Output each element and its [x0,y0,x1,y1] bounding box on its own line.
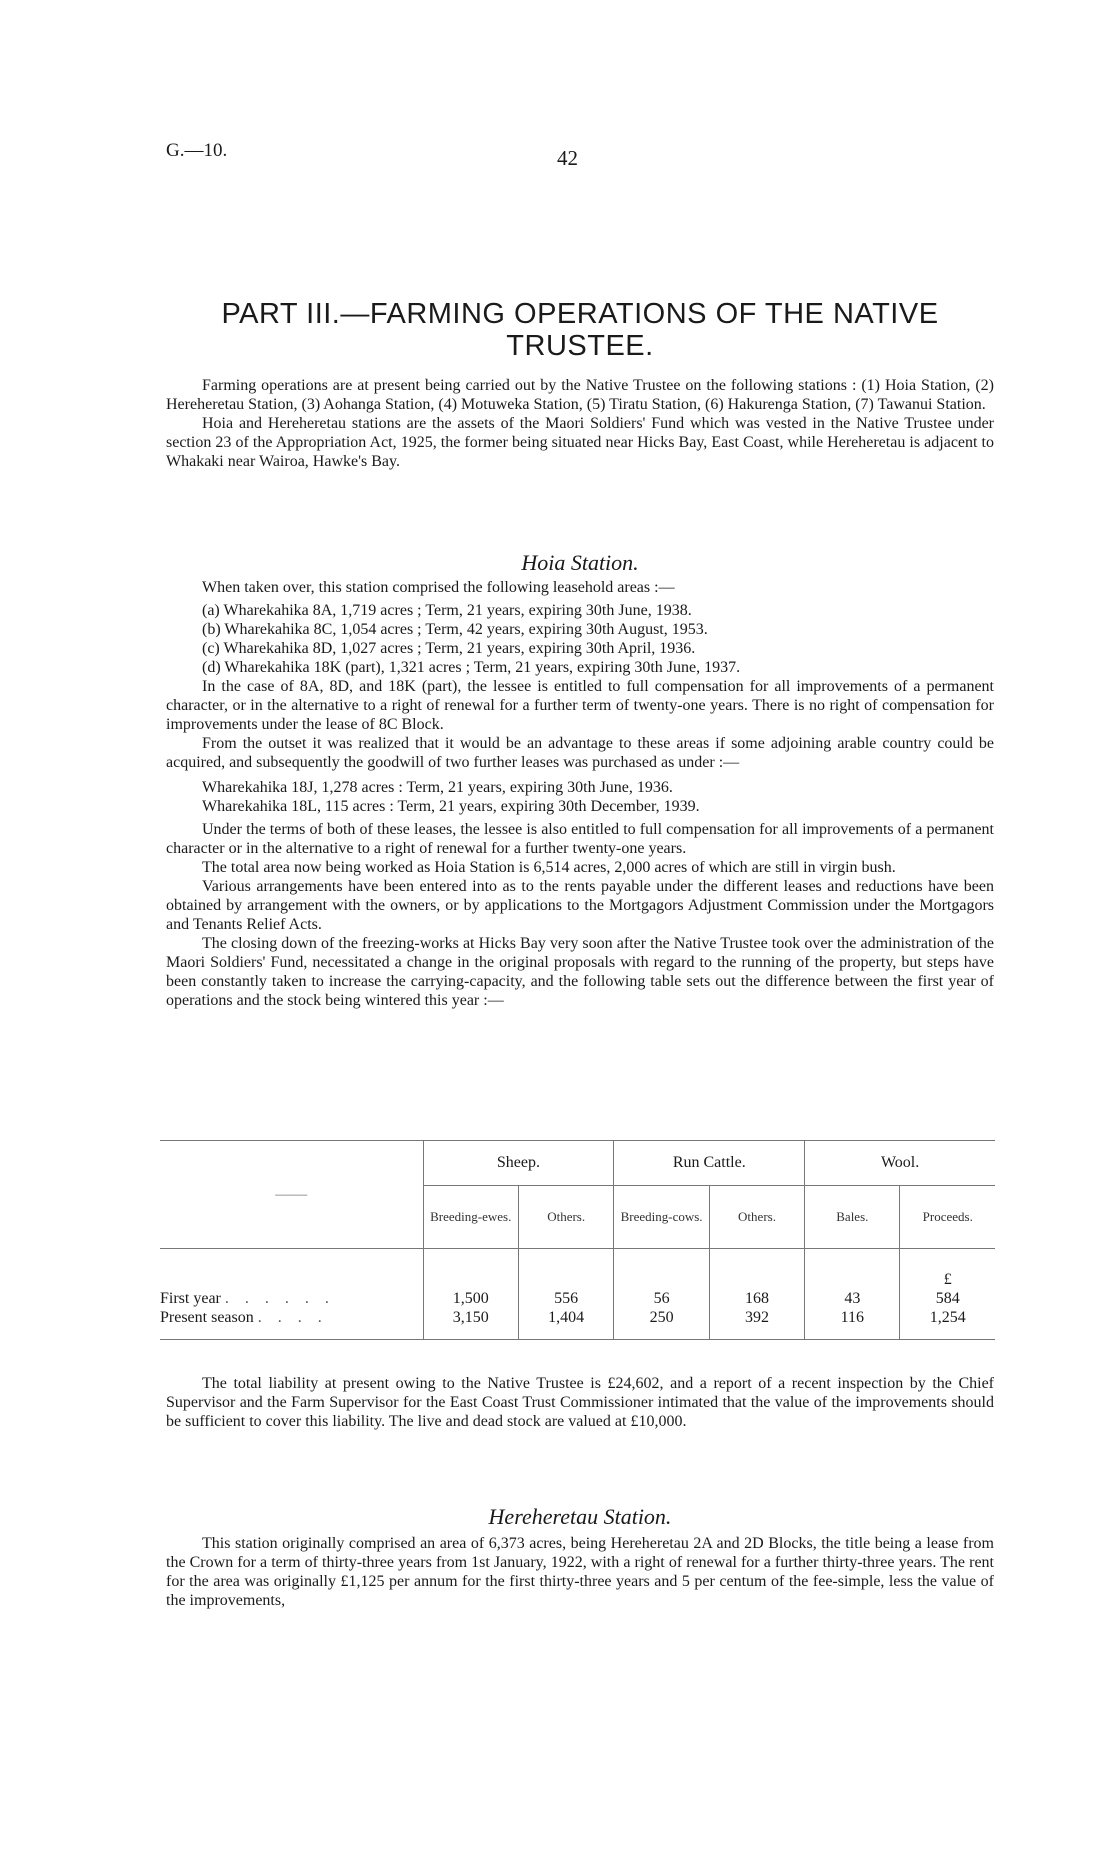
subheader-breeding-cows: Breeding-cows. [614,1186,710,1249]
liability-paragraph: The total liability at present owing to the Native Trustee is £24,602, and a report of a recent inspection by the Chief Supervisor and the Farm Supervisor for the East Coast Trust Commissioner intimated that the value of the improvements should be sufficient to cover this liability. The live and dead stock are valued at £10,000. [166,1375,994,1430]
hereheretau-paragraph: This station originally comprised an area of 6,373 acres, being Hereheretau 2A and 2D Blocks, the title being a lease from the Crown for a term of thirty-three years from 1st January, 1922, with a right of renewal for a further thirty-three years. The rent for the area was originally £1,125 per annum for the first thirty-three years and 5 per centum of the fee-simple, less the value of the improvements, [166,1535,994,1609]
extra-lease-item: Wharekahika 18J, 1,278 acres : Term, 21 years, expiring 30th June, 1936. [202,779,673,796]
table-cell: 584 [900,1289,995,1309]
subheader-cattle-others: Others. [709,1186,804,1249]
table-cell: 56 [614,1289,710,1309]
section-title-hereheretau: Hereheretau Station. [488,1504,672,1529]
lease-item: (a) Wharekahika 8A, 1,719 acres ; Term, 21 years, expiring 30th June, 1938. [202,602,692,619]
row-label: Present season . . . . [160,1309,328,1326]
intro-paragraph: Hoia and Hereheretau stations are the assets of the Maori Soldiers' Fund which was vested in the Native Trustee under section 23 of the Appropriation Act, 1925, the former being situated near Hicks Bay, East Coast, while Hereheretau is adjacent to Whakaki near Wairoa, Hawke's Bay. [166,415,994,470]
table-cell: 392 [709,1309,804,1340]
table-cell: 1,500 [423,1289,519,1309]
intro-section [166,376,994,471]
hoia-section [166,578,994,1010]
part-title: PART III.—FARMING OPERATIONS OF THE NATIVE TRUSTEE. [221,298,939,362]
table-cell: 1,404 [519,1309,614,1340]
table-cell: 168 [709,1289,804,1309]
lease-list [166,601,994,677]
table-cell: 556 [519,1289,614,1309]
table-row [160,1309,995,1340]
subheader-bales: Bales. [805,1186,900,1249]
lease-item: (c) Wharekahika 8D, 1,027 acres ; Term, 21 years, expiring 30th April, 1936. [202,640,696,657]
section-title-hoia: Hoia Station. [521,550,639,575]
group-header-cattle: Run Cattle. [614,1141,805,1186]
extra-lease-item: Wharekahika 18L, 115 acres : Term, 21 years, expiring 30th December, 1939. [202,798,700,815]
page-number: 42 [557,146,578,170]
group-header-wool: Wool. [805,1141,995,1186]
subheader-proceeds: Proceeds. [900,1186,995,1249]
row-label: First year . . . . . . [160,1290,335,1307]
table-cell: 43 [805,1289,900,1309]
group-header-sheep: Sheep. [423,1141,614,1186]
table-corner: —— [275,1185,308,1203]
intro-paragraph: Farming operations are at present being carried out by the Native Trustee on the following stations : (1) Hoia Station, (2) Hereheretau Station, (3) Aohanga Station, (4) Motuweka Station, (5) Tiratu Station, (6) Hakurenga Station, (7) Tawanui Station. [166,377,994,413]
hoia-lead: When taken over, this station comprised the following leasehold areas :— [202,579,675,596]
document-reference: G.—10. [166,140,228,161]
table-cell: 3,150 [423,1309,519,1340]
hoia-paragraph: From the outset it was realized that it would be an advantage to these areas if some adjoining arable country could be acquired, and subsequently the goodwill of two further leases was purchased as under :— [166,735,994,771]
hoia-paragraph: Under the terms of both of these leases, the lessee is also entitled to full compensation for all improvements of a permanent character or in the alternative to a right of renewal for a further twenty-one years. [166,821,994,857]
hoia-paragraph: Various arrangements have been entered into as to the rents payable under the different leases and reductions have been obtained by arrangement with the owners, or by applications to the Mortgagors Adjustment Commission under the Mortgagors and Tenants Relief Acts. [166,878,994,933]
table-cell: 250 [614,1309,710,1340]
table-cell: 1,254 [900,1309,995,1340]
subheader-sheep-others: Others. [519,1186,614,1249]
hoia-paragraph: The closing down of the freezing-works at Hicks Bay very soon after the Native Trustee took over the administration of the Maori Soldiers' Fund, necessitated a change in the original proposals with regard to the running of the property, but steps have been constantly taken to increase the carrying-capacity, and the following table sets out the difference between the first year of operations and the stock being wintered this year :— [166,935,994,1009]
currency-symbol: £ [900,1249,995,1290]
lease-item: (d) Wharekahika 18K (part), 1,321 acres ; Term, 21 years, expiring 30th June, 1937. [202,659,741,676]
table-row [160,1289,995,1309]
hoia-paragraph: The total area now being worked as Hoia Station is 6,514 acres, 2,000 acres of which are still in virgin bush. [202,859,896,876]
lease-item: (b) Wharekahika 8C, 1,054 acres ; Term, 42 years, expiring 30th August, 1953. [202,621,708,638]
hereheretau-section [166,1534,994,1610]
hoia-paragraph: In the case of 8A, 8D, and 18K (part), the lessee is entitled to full compensation for all improvements of a permanent character, or in the alternative to a right of renewal for a further term of twenty-one years. There is no right of compensation for improvements under the lease of 8C Block. [166,678,994,733]
table-cell: 116 [805,1309,900,1340]
extra-lease-list [166,778,994,816]
liability-section [166,1374,994,1431]
stock-table [160,1140,995,1340]
subheader-breeding-ewes: Breeding-ewes. [423,1186,519,1249]
